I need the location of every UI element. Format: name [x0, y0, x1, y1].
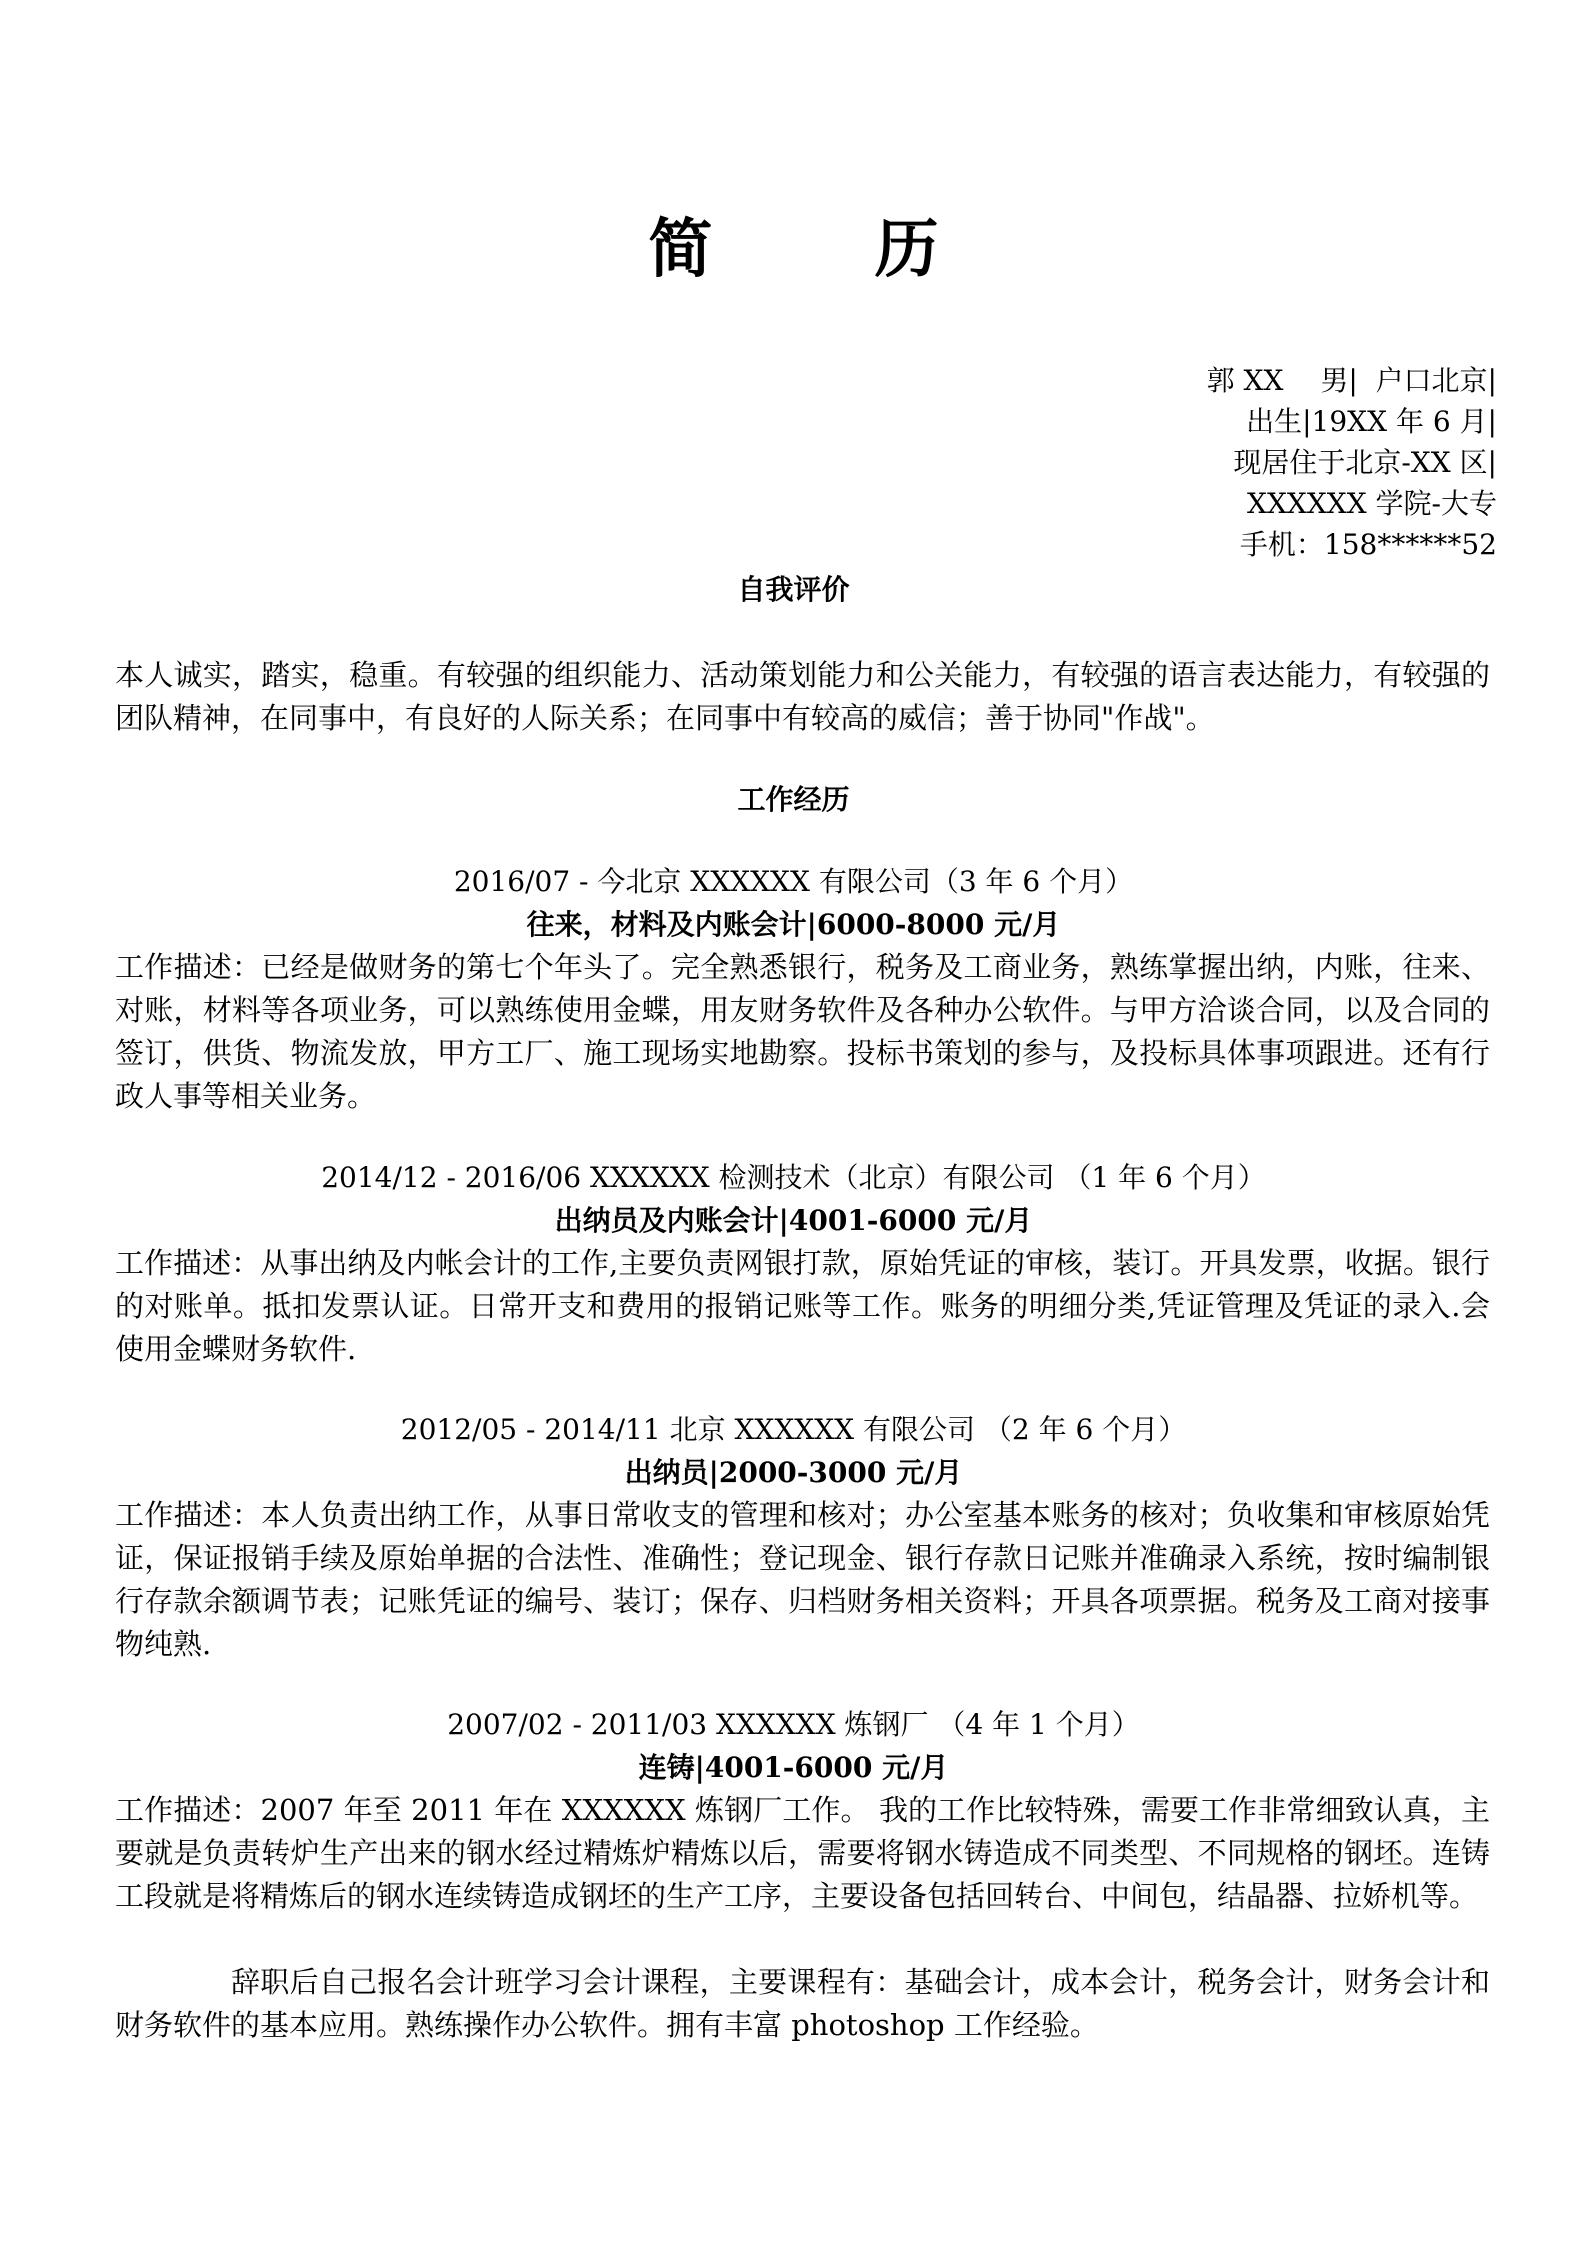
job-position-salary: 出纳员|2000-3000 元/月: [624, 1456, 963, 1489]
job-position-salary: 连铸|4001-6000 元/月: [638, 1751, 949, 1784]
job-description: 工作描述：从事出纳及内帐会计的工作,主要负责网银打款，原始凭证的审核，装订。开具发票，收据。银行的对账单。抵扣发票认证。日常开支和费用的报销记账等工作。账务的明细分类,凭证管理及凭证的录入.会使用金蝶财务软件.: [115, 1246, 1490, 1366]
personal-name-gender-hukou: 郭 XX 男| 户口北京|: [1206, 364, 1497, 397]
job-period-company: 2016/07 - 今北京 XXXXXX 有限公司（3 年 6 个月）: [453, 865, 1134, 898]
personal-education: XXXXXX 学院-大专: [1247, 487, 1497, 520]
self-eval-heading: 自我评价: [737, 573, 850, 606]
job-period-company: 2007/02 - 2011/03 XXXXXX 炼钢厂 （4 年 1 个月）: [447, 1708, 1140, 1741]
personal-phone: 手机：158******52: [1239, 528, 1497, 561]
job-description: 工作描述：已经是做财务的第七个年头了。完全熟悉银行，税务及工商业务，熟练掌握出纳，内账，往来、对账，材料等各项业务，可以熟练使用金蝶，用友财务软件及各种办公软件。与甲方洽谈合同，以及合同的签订，供货、物流发放，甲方工厂、施工现场实地勘察。投标书策划的参与，及投标具体事项跟进。还有行政人事等相关业务。: [115, 950, 1490, 1113]
personal-birth: 出生|19XX 年 6 月|: [1246, 405, 1497, 438]
job-position-salary: 出纳员及内账会计|4001-6000 元/月: [554, 1204, 1033, 1237]
job-extra-text: 辞职后自己报名会计班学习会计课程，主要课程有：基础会计，成本会计，税务会计，财务会计和财务软件的基本应用。熟练操作办公软件。拥有丰富 photoshop 工作经验。: [115, 1965, 1490, 2042]
personal-info: [1207, 360, 1497, 565]
job-description: 工作描述：2007 年至 2011 年在 XXXXXX 炼钢厂工作。 我的工作比较特殊，需要工作非常细致认真，主要就是负责转炉生产出来的钢水经过精炼炉精炼以后，需要将钢水铸造成不同类型、不同规格的钢坯。连铸工段就是将精炼后的钢水连续铸造成钢坯的生产工序，主要设备包括回转台、中间包，结晶器、拉娇机等。: [115, 1793, 1490, 1913]
work-heading: 工作经历: [737, 783, 850, 816]
resume-title: 简 历: [648, 212, 1009, 287]
job-position-salary: 往来，材料及内账会计|6000-8000 元/月: [526, 908, 1061, 941]
job-description: 工作描述：本人负责出纳工作，从事日常收支的管理和核对；办公室基本账务的核对；负收集和审核原始凭证，保证报销手续及原始单据的合法性、准确性；登记现金、银行存款日记账并准确录入系统，按时编制银行存款余额调节表；记账凭证的编号、装订；保存、归档财务相关资料；开具各项票据。税务及工商对接事物纯熟.: [115, 1498, 1490, 1661]
self-eval-text: 本人诚实，踏实，稳重。有较强的组织能力、活动策划能力和公关能力，有较强的语言表达能力，有较强的团队精神，在同事中，有良好的人际关系；在同事中有较高的威信；善于协同"作战"。: [115, 658, 1490, 735]
job-period-company: 2012/05 - 2014/11 北京 XXXXXX 有限公司 （2 年 6 个月）: [400, 1413, 1187, 1446]
job-period-company: 2014/12 - 2016/06 XXXXXX 检测技术（北京）有限公司 （1 年 6 个月）: [321, 1161, 1266, 1194]
personal-residence: 现居住于北京-XX 区|: [1233, 446, 1497, 479]
